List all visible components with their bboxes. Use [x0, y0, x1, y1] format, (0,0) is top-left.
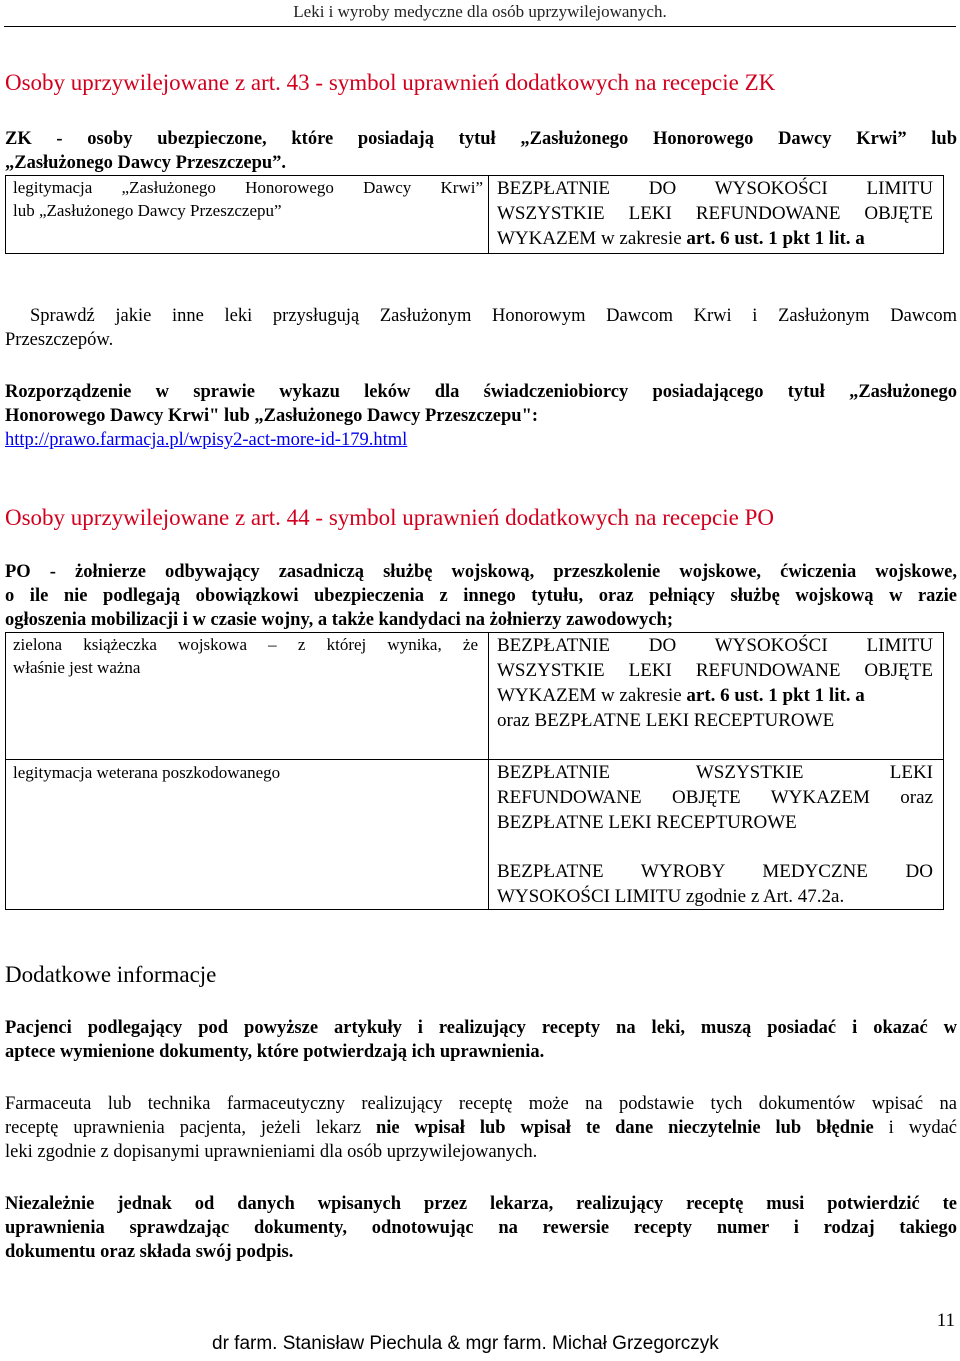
- running-header: Leki i wyroby medyczne dla osób uprzywilejowanych.: [293, 2, 667, 21]
- section-zk-heading: Osoby uprzywilejowane z art. 43 - symbol uprawnień dodatkowych na recepcie ZK: [5, 70, 776, 95]
- po-benefit1-line3: [497, 683, 865, 708]
- zk-check-line1: Sprawdź jakie inne leki przysługują Zasłużonym Honorowym Dawcom Krwi i Zasłużonym Dawcom: [30, 306, 957, 326]
- po-doc2: legitymacja weterana poszkodowanego: [13, 763, 281, 782]
- po-benefit1-line1: BEZPŁATNIE DO WYSOKOŚCI LIMITU: [497, 635, 933, 656]
- additional-p1-line2: aptece wymienione dokumenty, które potwierdzają ich uprawnienia.: [5, 1042, 545, 1062]
- po-doc1-line1: zielona książeczka wojskowa – z której wynika, że: [13, 635, 478, 654]
- po-doc1-line2: właśnie jest ważna: [13, 658, 141, 677]
- zk-table-divider: [488, 175, 489, 253]
- additional-p2-line1: Farmaceuta lub technika farmaceutyczny realizujący receptę może na podstawie tych dokumentów wpisać na: [5, 1094, 957, 1114]
- po-benefit2-line4: BEZPŁATNE WYROBY MEDYCZNE DO: [497, 861, 933, 882]
- zk-definition-line1: ZK - osoby ubezpieczone, które posiadają tytuł „Zasłużonego Honorowego Dawcy Krwi” lub: [5, 129, 957, 149]
- zk-regulation-line1: Rozporządzenie w sprawie wykazu leków dla świadczeniobiorcy posiadającego tytuł „Zasłużonego: [5, 382, 957, 402]
- header-divider: [4, 26, 956, 27]
- additional-p2-line2: [5, 1116, 957, 1140]
- zk-regulation-link-wrap: [5, 428, 957, 452]
- zk-definition-line2: „Zasłużonego Dawcy Przeszczepu”.: [5, 153, 287, 173]
- po-benefit2-line2: REFUNDOWANE OBJĘTE WYKAZEM oraz: [497, 787, 933, 808]
- additional-p2-text-a: receptę uprawnienia pacjenta, jeżeli lekarz: [5, 1118, 362, 1138]
- additional-p1-line1: Pacjenci podlegający pod powyższe artykuły i realizujący recepty na leki, muszą posiadać i okazać w: [5, 1018, 957, 1038]
- po-benefit1-article: art. 6 ust. 1 pkt 1 lit. a: [686, 685, 865, 706]
- additional-p2-text-c: i wydać: [888, 1118, 957, 1138]
- zk-benefit-article: art. 6 ust. 1 pkt 1 lit. a: [686, 228, 865, 249]
- additional-p3-line2: uprawnienia sprawdzając dokumenty, odnotowując na rewersie recepty numer i rodzaj takiego: [5, 1218, 957, 1238]
- po-benefit2-line5: WYSOKOŚCI LIMITU zgodnie z Art. 47.2a.: [497, 886, 845, 907]
- additional-p3-line3: dokumentu oraz składa swój podpis.: [5, 1242, 294, 1262]
- po-benefit1-line2: WSZYSTKIE LEKI REFUNDOWANE OBJĘTE: [497, 660, 933, 681]
- po-benefit2-line1: BEZPŁATNIE WSZYSTKIE LEKI: [497, 762, 933, 783]
- zk-benefit-line3: [497, 226, 865, 251]
- footer-authors: dr farm. Stanisław Piechula & mgr farm. Michał Grzegorczyk: [212, 1333, 719, 1354]
- zk-doc-line1: legitymacja „Zasłużonego Honorowego Dawcy Krwi”: [13, 178, 483, 197]
- section-po-heading: Osoby uprzywilejowane z art. 44 - symbol uprawnień dodatkowych na recepcie PO: [5, 505, 774, 530]
- po-benefit1-line4: oraz BEZPŁATNE LEKI RECEPTUROWE: [497, 710, 835, 731]
- po-benefit2-line3: BEZPŁATNE LEKI RECEPTUROWE: [497, 812, 797, 833]
- zk-benefit-line1: BEZPŁATNIE DO WYSOKOŚCI LIMITU: [497, 178, 933, 199]
- zk-benefit-scope: WYKAZEM w zakresie: [497, 228, 682, 249]
- regulation-link[interactable]: http://prawo.farmacja.pl/wpisy2-act-more-id-179.html: [5, 430, 408, 450]
- zk-check-line2: Przeszczepów.: [5, 330, 114, 350]
- po-table-divider: [488, 632, 489, 909]
- zk-doc-line2: lub „Zasłużonego Dawcy Przeszczepu”: [13, 201, 282, 220]
- po-definition-line2: o ile nie podlegają obowiązkowi ubezpieczenia z innego tytułu, oraz pełniący służbę wojskową w razie: [5, 586, 957, 606]
- additional-p2-text-b: nie wpisał lub wpisał te dane nieczytelnie lub błędnie: [375, 1118, 874, 1138]
- po-benefit1-scope: WYKAZEM w zakresie: [497, 685, 682, 706]
- po-definition-line1: PO - żołnierze odbywający zasadniczą służbę wojskową, przeszkolenie wojskowe, ćwiczenia wojskowe,: [5, 562, 957, 582]
- po-definition-line3: ogłoszenia mobilizacji i w czasie wojny, a także kandydaci na żołnierzy zawodowych;: [5, 610, 674, 630]
- zk-benefit-line2: WSZYSTKIE LEKI REFUNDOWANE OBJĘTE: [497, 203, 933, 224]
- additional-p2-line3: leki zgodnie z dopisanymi uprawnieniami dla osób uprzywilejowanych.: [5, 1142, 538, 1162]
- additional-p3-line1: Niezależnie jednak od danych wpisanych przez lekarza, realizujący receptę musi potwierdzić te: [5, 1194, 957, 1214]
- zk-regulation-line2: Honorowego Dawcy Krwi" lub „Zasłużonego Dawcy Przeszczepu":: [5, 406, 538, 426]
- page-number: 11: [936, 1310, 955, 1331]
- additional-info-heading: Dodatkowe informacje: [5, 962, 217, 987]
